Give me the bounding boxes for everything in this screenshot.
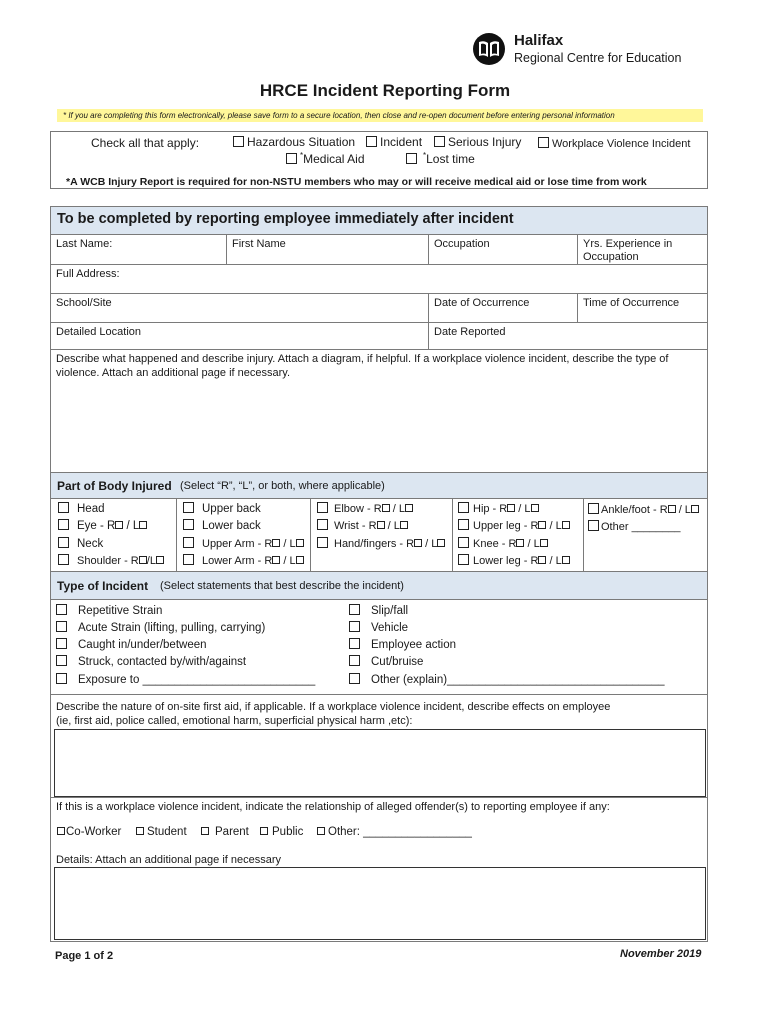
checkbox-icon[interactable]	[349, 673, 360, 684]
checkbox-icon[interactable]	[317, 502, 328, 513]
first-aid-text2: (ie, first aid, police called, emotional harm, superficial physical harm ,etc):	[56, 715, 413, 727]
time-occurrence-cell[interactable]: Time of Occurrence	[577, 293, 708, 323]
checkbox-icon[interactable]	[434, 136, 445, 147]
checkbox-icon[interactable]	[286, 153, 297, 164]
incident-cut-bruise[interactable]: Cut/bruise	[349, 655, 423, 668]
first-aid-input[interactable]	[54, 729, 706, 797]
right-checkbox-icon[interactable]	[516, 539, 524, 547]
checkbox-icon[interactable]	[56, 638, 67, 649]
checkbox-icon[interactable]	[349, 604, 360, 615]
serious-injury-option[interactable]: Serious Injury	[434, 135, 521, 149]
date-reported-cell[interactable]: Date Reported	[428, 322, 708, 350]
checkbox-icon[interactable]	[56, 604, 67, 615]
school-site-cell[interactable]: School/Site	[50, 293, 429, 323]
employee-section-heading: To be completed by reporting employee immediately after incident	[57, 211, 514, 227]
checkbox-icon[interactable]	[458, 502, 469, 513]
checkbox-icon[interactable]	[58, 554, 69, 565]
body-part-lower-arm[interactable]: Lower Arm - R / L	[183, 554, 304, 567]
incident-type-header	[50, 571, 708, 600]
left-checkbox-icon[interactable]	[139, 521, 147, 529]
incident-slip-fall[interactable]: Slip/fall	[349, 604, 408, 617]
body-part-knee[interactable]: Knee - R / L	[458, 537, 548, 550]
logo-line1: Halifax	[514, 32, 564, 49]
right-checkbox-icon[interactable]	[382, 504, 390, 512]
body-part-upper-arm[interactable]: Upper Arm - R / L	[183, 537, 304, 550]
offender-parent[interactable]: Parent	[201, 826, 249, 838]
book-logo-icon	[472, 32, 506, 66]
left-checkbox-icon[interactable]	[156, 556, 164, 564]
incident-type-hint: (Select statements that best describe the incident)	[160, 580, 404, 592]
first-aid-text1: Describe the nature of on-site first aid, if applicable. If a workplace violence incident, describe effects on employee	[56, 701, 611, 713]
yrs-experience-cell[interactable]: Yrs. Experience in Occupation	[577, 234, 708, 265]
incident-type-heading: Type of Incident	[57, 579, 149, 593]
body-part-upper-back[interactable]: Upper back	[183, 502, 261, 515]
left-checkbox-icon[interactable]	[691, 505, 699, 513]
medical-aid-option[interactable]: *Medical Aid	[286, 151, 365, 166]
checkbox-icon[interactable]	[183, 554, 194, 565]
checkbox-icon[interactable]	[58, 537, 69, 548]
body-part-other[interactable]: Other ________	[588, 520, 681, 533]
body-parts-header	[50, 472, 708, 499]
checkbox-icon[interactable]	[233, 136, 244, 147]
right-checkbox-icon[interactable]	[507, 504, 515, 512]
checkbox-icon[interactable]	[183, 519, 194, 530]
body-parts-hint: (Select “R”, “L”, or both, where applicable)	[180, 480, 385, 492]
body-parts-heading: Part of Body Injured	[57, 479, 172, 493]
body-part-neck[interactable]: Neck	[58, 537, 103, 550]
offender-public[interactable]: Public	[260, 826, 303, 838]
checkbox-icon[interactable]	[406, 153, 417, 164]
page-number: Page 1 of 2	[55, 950, 114, 962]
date-occurrence-cell[interactable]: Date of Occurrence	[428, 293, 578, 323]
left-checkbox-icon[interactable]	[296, 539, 304, 547]
incident-acute-strain[interactable]: Acute Strain (lifting, pulling, carrying)	[56, 621, 265, 634]
body-part-wrist[interactable]: Wrist - R / L	[317, 519, 408, 532]
body-part-hand[interactable]: Hand/fingers - R / L	[317, 537, 445, 550]
electronic-notice: * If you are completing this form electronically, please save form to a secure location, then close and re-open document before entering personal information	[57, 109, 703, 122]
right-checkbox-icon[interactable]	[115, 521, 123, 529]
checkbox-icon[interactable]	[183, 537, 194, 548]
right-checkbox-icon[interactable]	[414, 539, 422, 547]
revision-date: November 2019	[620, 948, 702, 960]
checkbox-icon[interactable]	[58, 519, 69, 530]
employee-section-header	[50, 206, 708, 235]
checkbox-icon[interactable]	[56, 673, 67, 684]
logo	[472, 30, 692, 70]
body-part-head[interactable]: Head	[58, 502, 105, 515]
page-title: HRCE Incident Reporting Form	[259, 81, 511, 100]
offender-text: If this is a workplace violence incident, indicate the relationship of alleged offender(s) to reporting employee if any:	[56, 801, 610, 813]
checkbox-icon[interactable]	[588, 503, 599, 514]
offender-details-label: Details: Attach an additional page if necessary	[56, 854, 282, 866]
incident-repetitive-strain[interactable]: Repetitive Strain	[56, 604, 162, 617]
checkbox-icon[interactable]	[349, 655, 360, 666]
incident-employee-action[interactable]: Employee action	[349, 638, 456, 651]
body-part-ankle[interactable]: Ankle/foot - R / L	[588, 503, 699, 516]
body-part-upper-leg[interactable]: Upper leg - R / L	[458, 519, 570, 532]
left-checkbox-icon[interactable]	[296, 556, 304, 564]
wcb-note: *A WCB Injury Report is required for non-NSTU members who may or will receive medical aid or lose time from work	[66, 176, 647, 188]
checkbox-icon[interactable]	[260, 827, 268, 835]
checkbox-icon[interactable]	[317, 537, 328, 548]
occupation-cell[interactable]: Occupation	[428, 234, 578, 265]
checkbox-icon[interactable]	[56, 655, 67, 666]
checkbox-icon[interactable]	[201, 827, 209, 835]
left-checkbox-icon[interactable]	[562, 521, 570, 529]
offender-coworker[interactable]: Co-Worker	[57, 826, 121, 838]
body-part-elbow[interactable]: Elbow - R / L	[317, 502, 413, 515]
checkbox-icon[interactable]	[458, 554, 469, 565]
checkbox-icon[interactable]	[588, 520, 599, 531]
checkbox-icon[interactable]	[136, 827, 144, 835]
offender-other[interactable]: Other: _________________	[317, 826, 472, 838]
workplace-violence-option[interactable]: Workplace Violence Incident	[538, 137, 690, 150]
left-checkbox-icon[interactable]	[405, 504, 413, 512]
incident-vehicle[interactable]: Vehicle	[349, 621, 408, 634]
checkbox-icon[interactable]	[317, 519, 328, 530]
hazardous-situation-option[interactable]: Hazardous Situation	[233, 135, 355, 149]
checkbox-icon[interactable]	[349, 638, 360, 649]
checkbox-icon[interactable]	[58, 502, 69, 513]
checkbox-icon[interactable]	[183, 502, 194, 513]
left-checkbox-icon[interactable]	[531, 504, 539, 512]
describe-incident-field[interactable]: Describe what happened and describe injury. Attach a diagram, if helpful. If a workplace violence incident, describe the type of violence. Attach an additional page if necessary.	[50, 349, 708, 473]
checkbox-icon[interactable]	[317, 827, 325, 835]
detailed-location-cell[interactable]: Detailed Location	[50, 322, 429, 350]
incident-caught[interactable]: Caught in/under/between	[56, 638, 207, 651]
first-name-cell[interactable]: First Name	[226, 234, 429, 265]
incident-other[interactable]: Other (explain)__________________________________	[349, 673, 665, 686]
checkbox-icon[interactable]	[538, 137, 549, 148]
left-checkbox-icon[interactable]	[562, 556, 570, 564]
checkbox-icon[interactable]	[458, 519, 469, 530]
checkbox-icon[interactable]	[349, 621, 360, 632]
body-part-eye[interactable]: Eye - R / L	[58, 519, 147, 532]
last-name-cell[interactable]: Last Name:	[50, 234, 227, 265]
body-part-shoulder[interactable]: Shoulder - R /L	[58, 554, 164, 567]
lost-time-option[interactable]: *Lost time	[406, 151, 475, 166]
incident-option[interactable]: Incident	[366, 135, 422, 149]
full-address-cell[interactable]: Full Address:	[50, 264, 708, 294]
left-checkbox-icon[interactable]	[437, 539, 445, 547]
right-checkbox-icon[interactable]	[668, 505, 676, 513]
logo-line2: Regional Centre for Education	[514, 51, 682, 65]
body-part-hip[interactable]: Hip - R / L	[458, 502, 539, 515]
checkbox-icon[interactable]	[56, 621, 67, 632]
checkbox-icon[interactable]	[366, 136, 377, 147]
incident-exposure[interactable]: Exposure to ___________________________	[56, 673, 315, 686]
check-all-label: Check all that apply:	[91, 136, 200, 150]
checkbox-icon[interactable]	[458, 537, 469, 548]
offender-student[interactable]: Student	[136, 826, 187, 838]
right-checkbox-icon[interactable]	[272, 539, 280, 547]
right-checkbox-icon[interactable]	[538, 556, 546, 564]
offender-details-input[interactable]	[54, 867, 706, 940]
left-checkbox-icon[interactable]	[540, 539, 548, 547]
incident-struck[interactable]: Struck, contacted by/with/against	[56, 655, 246, 668]
right-checkbox-icon[interactable]	[272, 556, 280, 564]
body-part-lower-leg[interactable]: Lower leg - R / L	[458, 554, 570, 567]
right-checkbox-icon[interactable]	[139, 556, 147, 564]
right-checkbox-icon[interactable]	[538, 521, 546, 529]
checkbox-icon[interactable]	[57, 827, 65, 835]
left-checkbox-icon[interactable]	[400, 521, 408, 529]
body-part-lower-back[interactable]: Lower back	[183, 519, 261, 532]
right-checkbox-icon[interactable]	[377, 521, 385, 529]
